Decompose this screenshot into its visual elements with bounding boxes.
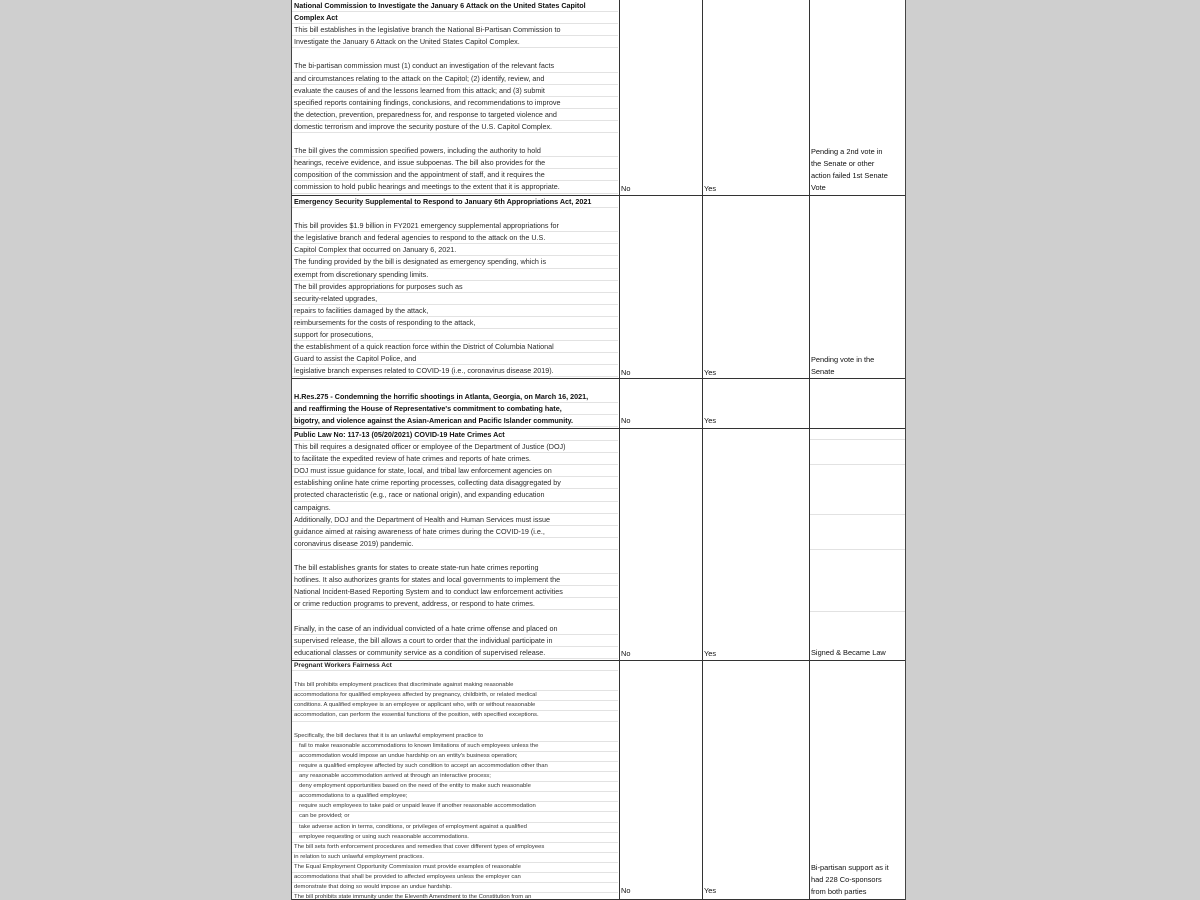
description-line: demonstrate that doing so would impose an undue hardship. — [292, 883, 618, 893]
description-line: This bill prohibits employment practices that discriminate against making reasonable — [292, 681, 618, 691]
status-line: had 228 Co-sponsors — [811, 875, 882, 884]
description-line: The bi-partisan commission must (1) conduct an investigation of the relevant facts — [292, 60, 618, 72]
description-line: exempt from discretionary spending limits. — [292, 269, 618, 281]
description-line: Capitol Complex that occurred on January 6, 2021. — [292, 244, 618, 256]
bill-description-cell[interactable] — [292, 661, 618, 899]
cell-gridline — [810, 464, 905, 465]
description-line: accommodation would impose an undue hardship on an entity's business operation; — [292, 752, 618, 762]
description-line: the legislative branch and federal agencies to respond to the attack on the U.S. — [292, 232, 618, 244]
vote-no-cell[interactable]: No — [621, 184, 631, 193]
vote-no-cell[interactable]: No — [621, 416, 631, 425]
description-line: can be provided; or — [292, 812, 618, 822]
description-line — [292, 194, 618, 196]
description-line: support for prosecutions, — [292, 329, 618, 341]
bill-title-line: Public Law No: 117-13 (05/20/2021) COVID-19 Hate Crimes Act — [292, 429, 618, 441]
description-line: National Incident-Based Reporting System and to conduct law enforcement activities — [292, 586, 618, 598]
description-line: Complex Act — [292, 12, 618, 24]
description-line: deny employment opportunities based on the need of the entity to make such reasonable — [292, 782, 618, 792]
description-line: commission to hold public hearings and meetings to the extent that it is appropriate. — [292, 181, 618, 193]
description-line: The bill provides appropriations for purposes such as — [292, 281, 618, 293]
description-line — [292, 671, 618, 681]
spreadsheet-page — [291, 0, 906, 900]
cell-gridline — [810, 611, 905, 612]
description-line: require such employees to take paid or unpaid leave if another reasonable accommodation — [292, 802, 618, 812]
status-line: Senate — [811, 367, 835, 376]
table-row — [292, 661, 905, 900]
description-line: composition of the commission and the appointment of staff, and it requires the — [292, 169, 618, 181]
description-line: coronavirus disease 2019) pandemic. — [292, 538, 618, 550]
description-line: to facilitate the expedited review of hate crimes and reports of hate crimes. — [292, 453, 618, 465]
bill-title-line: National Commission to Investigate the January 6 Attack on the United States Capitol — [292, 0, 618, 12]
bill-description-cell[interactable] — [292, 379, 618, 428]
description-line: This bill establishes in the legislative branch the National Bi-Partisan Commission to — [292, 24, 618, 36]
description-line: accommodations to a qualified employee; — [292, 792, 618, 802]
status-line: Pending a 2nd vote in — [811, 147, 883, 156]
description-line: The bill prohibits state immunity under the Eleventh Amendment to the Constitution from an — [292, 893, 618, 899]
bill-status-cell[interactable] — [811, 862, 889, 898]
description-line: domestic terrorism and improve the security posture of the U.S. Capitol Complex. — [292, 121, 618, 133]
description-line: The funding provided by the bill is designated as emergency spending, which is — [292, 256, 618, 268]
bill-status-cell[interactable] — [811, 146, 888, 194]
status-line: Pending vote in the — [811, 355, 875, 364]
description-line: reimbursements for the costs of responding to the attack, — [292, 317, 618, 329]
description-line: Finally, in the case of an individual convicted of a hate crime offense and placed on — [292, 623, 618, 635]
description-line: accommodations for qualified employees affected by pregnancy, childbirth, or related medical — [292, 691, 618, 701]
description-line: accommodations that shall be provided to affected employees unless the employer can — [292, 873, 618, 883]
description-line: DOJ must issue guidance for state, local, and tribal law enforcement agencies on — [292, 465, 618, 477]
description-line: require a qualified employee affected by such condition to accept an accommodation other than — [292, 762, 618, 772]
vote-no-cell[interactable]: No — [621, 649, 631, 658]
description-line: repairs to facilities damaged by the attack, — [292, 305, 618, 317]
description-line: specified reports containing findings, conclusions, and recommendations to improve — [292, 97, 618, 109]
description-line — [292, 610, 618, 622]
table-row — [292, 0, 905, 196]
description-line: Additionally, DOJ and the Department of Health and Human Services must issue — [292, 514, 618, 526]
description-line: evaluate the causes of and the lessons learned from this attack; and (3) submit — [292, 85, 618, 97]
description-line: The bill establishes grants for states to create state-run hate crimes reporting — [292, 562, 618, 574]
description-line: Specifically, the bill declares that it is an unlawful employment practice to — [292, 732, 618, 742]
bill-description-cell[interactable] — [292, 429, 618, 660]
vote-no-cell[interactable]: No — [621, 368, 631, 377]
description-line: Investigate the January 6 Attack on the United States Capitol Complex. — [292, 36, 618, 48]
table-row — [292, 429, 905, 661]
vote-yes-cell[interactable]: Yes — [704, 416, 717, 425]
cell-gridline — [810, 514, 905, 515]
description-line — [292, 722, 618, 732]
description-line: The Equal Employment Opportunity Commission must provide examples of reasonable — [292, 863, 618, 873]
vote-yes-cell[interactable]: Yes — [704, 184, 717, 193]
description-line: protected characteristic (e.g., race or national origin), and expanding education — [292, 489, 618, 501]
description-line: campaigns. — [292, 502, 618, 514]
status-line: Signed & Became Law — [811, 648, 886, 657]
bill-status-cell[interactable] — [811, 647, 886, 659]
status-line: the Senate or other — [811, 159, 875, 168]
description-line: any reasonable accommodation arrived at through an interactive process; — [292, 772, 618, 782]
vote-yes-cell[interactable]: Yes — [704, 886, 717, 895]
cell-gridline — [810, 439, 905, 440]
description-line: supervised release, the bill allows a court to order that the individual participate in — [292, 635, 618, 647]
status-line: Vote — [811, 183, 826, 192]
description-line: Guard to assist the Capitol Police, and — [292, 353, 618, 365]
cell-gridline — [810, 549, 905, 550]
description-line: the detection, prevention, preparedness for, and response to targeted violence and — [292, 109, 618, 121]
description-line: and circumstances relating to the attack on the Capitol; (2) identify, review, and — [292, 73, 618, 85]
description-line: or crime reduction programs to prevent, address, or respond to hate crimes. — [292, 598, 618, 610]
description-line: the establishment of a quick reaction force within the District of Columbia National — [292, 341, 618, 353]
description-line: legislative branch expenses related to COVID-19 (i.e., coronavirus disease 2019). — [292, 365, 618, 377]
description-line: guidance aimed at raising awareness of hate crimes during the COVID-19 (i.e., — [292, 526, 618, 538]
description-line: The bill gives the commission specified powers, including the authority to hold — [292, 145, 618, 157]
table-row — [292, 379, 905, 429]
description-line — [292, 208, 618, 220]
description-line: This bill provides $1.9 billion in FY2021 emergency supplemental appropriations for — [292, 220, 618, 232]
status-line: Bi-partisan support as it — [811, 863, 889, 872]
description-line: and reaffirming the House of Representative's commitment to combating hate, — [292, 403, 618, 415]
description-line: hotlines. It also authorizes grants for states and local governments to implement the — [292, 574, 618, 586]
description-line: in relation to such unlawful employment practices. — [292, 853, 618, 863]
vote-yes-cell[interactable]: Yes — [704, 649, 717, 658]
description-line: accommodation, can perform the essential functions of the position, with specified exceptions. — [292, 711, 618, 721]
vote-no-cell[interactable]: No — [621, 886, 631, 895]
description-line: bigotry, and violence against the Asian-American and Pacific Islander community. — [292, 415, 618, 427]
description-line — [292, 133, 618, 145]
description-line: H.Res.275 - Condemning the horrific shootings in Atlanta, Georgia, on March 16, 2021, — [292, 391, 618, 403]
description-line — [292, 550, 618, 562]
description-line: The bill sets forth enforcement procedures and remedies that cover different types of employees — [292, 843, 618, 853]
description-line — [292, 48, 618, 60]
vote-yes-cell[interactable]: Yes — [704, 368, 717, 377]
description-line: hearings, receive evidence, and issue subpoenas. The bill also provides for the — [292, 157, 618, 169]
bill-status-cell[interactable] — [811, 354, 874, 378]
description-line: security-related upgrades, — [292, 293, 618, 305]
description-line: establishing online hate crime reporting processes, collecting data disaggregated by — [292, 477, 618, 489]
status-line: from both parties — [811, 887, 867, 896]
description-line: educational classes or community service as a condition of supervised release. — [292, 647, 618, 659]
description-line: fail to make reasonable accommodations to known limitations of such employees unless the — [292, 742, 618, 752]
description-line: This bill requires a designated officer or employee of the Department of Justice (DOJ) — [292, 441, 618, 453]
bill-title-line — [292, 379, 618, 391]
description-line: conditions. A qualified employee is an employee or applicant who, with or without reasonable — [292, 701, 618, 711]
description-line: take adverse action in terms, conditions, or privileges of employment against a qualified — [292, 823, 618, 833]
status-line: action failed 1st Senate — [811, 171, 888, 180]
bill-description-cell[interactable] — [292, 196, 618, 378]
bill-description-cell[interactable] — [292, 0, 618, 195]
bill-title-line: Pregnant Workers Fairness Act — [292, 661, 618, 671]
table-row — [292, 196, 905, 379]
bill-title-line: Emergency Security Supplemental to Respond to January 6th Appropriations Act, 2021 — [292, 196, 618, 208]
description-line: employee requesting or using such reasonable accommodations. — [292, 833, 618, 843]
